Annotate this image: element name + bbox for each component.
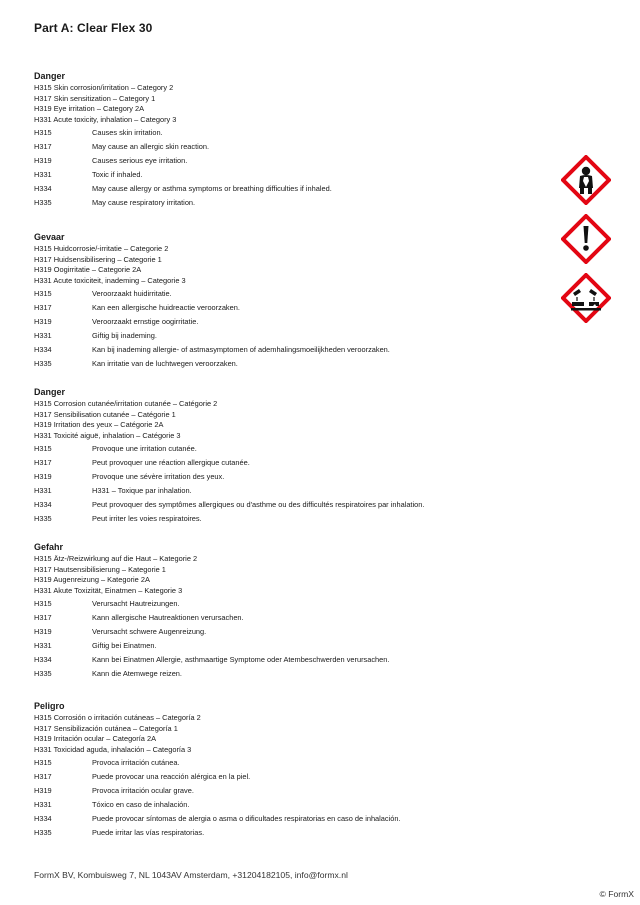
hazard-code: H319	[34, 627, 52, 637]
health-hazard-icon	[561, 155, 611, 205]
classification-line: H319 Augenreizung – Kategorie 2A	[34, 575, 150, 585]
hazard-code: H335	[34, 669, 52, 679]
hazard-statement	[34, 470, 534, 484]
hazard-code: H331	[34, 641, 52, 651]
hazard-code: H334	[34, 500, 52, 510]
hazard-code: H335	[34, 198, 52, 208]
hazard-statement	[34, 357, 534, 371]
signal-word: Danger	[34, 71, 66, 81]
hazard-code: H315	[34, 128, 52, 138]
hazard-statement	[34, 484, 534, 498]
classification-line: H315 Skin corrosion/irritation – Category 2	[34, 83, 174, 92]
hazard-statement	[34, 182, 534, 196]
hazard-text: Giftig bij inademing.	[92, 331, 157, 341]
hazard-statement	[34, 301, 534, 315]
hazard-code: H315	[34, 444, 52, 454]
hazard-text: Provoque une sévère irritation des yeux.	[92, 472, 225, 482]
classification-line: H317 Hautsensibilisierung – Kategorie 1	[34, 564, 166, 574]
hazard-code: H334	[34, 655, 52, 665]
hazard-code: H317	[34, 613, 52, 623]
hazard-statement	[34, 140, 534, 154]
signal-word: Gefahr	[34, 542, 64, 552]
classification-line: H331 Acute toxiciteit, inademing – Categorie 3	[34, 275, 186, 285]
hazard-statement-list	[34, 442, 534, 526]
hazard-statement	[34, 597, 534, 611]
hazard-statement-list	[34, 126, 534, 210]
document-title: Part A: Clear Flex 30	[34, 21, 153, 35]
hazard-code: H319	[34, 156, 52, 166]
hazard-text: Giftig bei Einatmen.	[92, 641, 157, 651]
hazard-statement	[34, 315, 534, 329]
classification-line: H317 Skin sensitization – Category 1	[34, 93, 156, 103]
ghs-pictograms	[561, 155, 611, 332]
hazard-statement	[34, 770, 534, 784]
hazard-text: May cause an allergic skin reaction.	[92, 142, 210, 152]
hazard-code: H331	[34, 800, 52, 810]
hazard-code: H334	[34, 184, 52, 194]
hazard-code: H315	[34, 758, 52, 768]
hazard-text: Verursacht Hautreizungen.	[92, 599, 180, 609]
hazard-text: H331 – Toxique par inhalation.	[92, 486, 192, 496]
hazard-text: Kan irritatie van de luchtwegen veroorzaken.	[92, 359, 238, 369]
hazard-section-fr	[34, 387, 534, 526]
hazard-code: H317	[34, 772, 52, 782]
hazard-statement	[34, 498, 534, 512]
classification-line: H331 Akute Toxizität, Einatmen – Kategorie 3	[34, 585, 183, 595]
classification-line: H317 Sensibilisation cutanée – Catégorie 1	[34, 409, 176, 419]
hazard-statement	[34, 287, 534, 301]
hazard-code: H335	[34, 828, 52, 838]
hazard-code: H335	[34, 359, 52, 369]
hazard-code: H331	[34, 170, 52, 180]
hazard-text: Peut provoquer une réaction allergique cutanée.	[92, 458, 250, 468]
classification-line: H317 Sensibilización cutánea – Categoría 1	[34, 723, 178, 733]
classification-line: H331 Toxicidad aguda, inhalación – Categoría 3	[34, 744, 192, 754]
hazard-section-en	[34, 71, 534, 210]
classification-line: H315 Corrosión o irritación cutáneas – Categoría 2	[34, 713, 201, 722]
hazard-code: H334	[34, 345, 52, 355]
hazard-text: Provoque une irritation cutanée.	[92, 444, 197, 454]
signal-word: Peligro	[34, 701, 65, 711]
hazard-statement	[34, 667, 534, 681]
corrosion-icon	[561, 273, 611, 323]
hazard-text: Verursacht schwere Augenreizung.	[92, 627, 207, 637]
classification-line: H331 Toxicité aiguë, inhalation – Catégorie 3	[34, 430, 181, 440]
hazard-code: H317	[34, 303, 52, 313]
hazard-text: Peut provoquer des symptômes allergiques ou d'asthme ou des difficultés respiratoires par inhalation.	[92, 500, 425, 510]
hazard-statement-list	[34, 597, 534, 681]
hazard-section-nl	[34, 232, 534, 371]
signal-word: Gevaar	[34, 232, 65, 242]
classification-line: H315 Corrosion cutanée/irritation cutanée – Catégorie 2	[34, 399, 218, 408]
hazard-statement	[34, 442, 534, 456]
hazard-statement	[34, 512, 534, 526]
hazard-statement	[34, 798, 534, 812]
classification-line: H319 Eye irritation – Category 2A	[34, 104, 145, 114]
hazard-code: H319	[34, 786, 52, 796]
hazard-text: Kann die Atemwege reizen.	[92, 669, 182, 679]
hazard-code: H319	[34, 472, 52, 482]
hazard-statement	[34, 812, 534, 826]
classification-line: H319 Irritation des yeux – Catégorie 2A	[34, 420, 164, 430]
hazard-text: Puede provocar síntomas de alergia o asma o dificultades respiratorias en caso de inhalación.	[92, 814, 401, 824]
hazard-statement	[34, 826, 534, 840]
hazard-code: H331	[34, 486, 52, 496]
hazard-statement	[34, 126, 534, 140]
company-footer: FormX BV, Kombuisweg 7, NL 1043AV Amsterdam, +31204182105, info@formx.nl	[34, 870, 348, 880]
classification-line: H317 Huidsensibilisering – Categorie 1	[34, 254, 162, 264]
hazard-statement	[34, 639, 534, 653]
classification-line: H315 Ätz-/Reizwirkung auf die Haut – Kategorie 2	[34, 554, 198, 563]
copyright-notice: © FormX	[599, 889, 634, 899]
classification-line: H319 Irritación ocular – Categoría 2A	[34, 734, 157, 744]
hazard-text: Kan bij inademing allergie- of astmasymptomen of ademhalingsmoeilijkheden veroorzaken.	[92, 345, 390, 355]
hazard-text: Peut irriter les voies respiratoires.	[92, 514, 202, 524]
hazard-statement	[34, 784, 534, 798]
hazard-text: Kann allergische Hautreaktionen verursachen.	[92, 613, 244, 623]
hazard-code: H315	[34, 599, 52, 609]
hazard-statement	[34, 154, 534, 168]
hazard-text: Kan een allergische huidreactie veroorzaken.	[92, 303, 240, 313]
hazard-text: Toxic if inhaled.	[92, 170, 143, 180]
hazard-statement-list	[34, 287, 534, 371]
hazard-statement	[34, 329, 534, 343]
hazard-section-es	[34, 701, 534, 840]
hazard-text: Veroorzaakt ernstige oogirritatie.	[92, 317, 199, 327]
hazard-statement-list	[34, 756, 534, 840]
hazard-statement	[34, 653, 534, 667]
hazard-text: Causes skin irritation.	[92, 128, 163, 138]
hazard-statement	[34, 611, 534, 625]
exclamation-mark-icon	[561, 214, 611, 264]
hazard-statement	[34, 756, 534, 770]
hazard-statement	[34, 168, 534, 182]
hazard-text: May cause allergy or asthma symptoms or breathing difficulties if inhaled.	[92, 184, 332, 194]
hazard-text: Puede provocar una reacción alérgica en la piel.	[92, 772, 251, 782]
classification-line: H319 Oogirritatie – Categorie 2A	[34, 265, 142, 275]
hazard-text: Kann bei Einatmen Allergie, asthmaartige Symptome oder Atembeschwerden verursachen.	[92, 655, 390, 665]
hazard-code: H331	[34, 331, 52, 341]
hazard-statement	[34, 196, 534, 210]
signal-word: Danger	[34, 387, 66, 397]
hazard-text: Provoca irritación ocular grave.	[92, 786, 194, 796]
hazard-code: H319	[34, 317, 52, 327]
hazard-section-de	[34, 542, 534, 681]
hazard-statement	[34, 625, 534, 639]
classification-line: H331 Acute toxicity, inhalation – Category 3	[34, 114, 177, 124]
hazard-text: Causes serious eye irritation.	[92, 156, 188, 166]
hazard-text: May cause respiratory irritation.	[92, 198, 196, 208]
hazard-statement	[34, 343, 534, 357]
hazard-code: H334	[34, 814, 52, 824]
hazard-code: H315	[34, 289, 52, 299]
hazard-code: H317	[34, 458, 52, 468]
hazard-code: H335	[34, 514, 52, 524]
hazard-text: Veroorzaakt huidirritatie.	[92, 289, 172, 299]
hazard-code: H317	[34, 142, 52, 152]
hazard-statement	[34, 456, 534, 470]
hazard-text: Provoca irritación cutánea.	[92, 758, 180, 768]
hazard-text: Puede irritar las vías respiratorias.	[92, 828, 205, 838]
hazard-text: Tóxico en caso de inhalación.	[92, 800, 190, 810]
classification-line: H315 Huidcorrosie/-irritatie – Categorie 2	[34, 244, 169, 253]
